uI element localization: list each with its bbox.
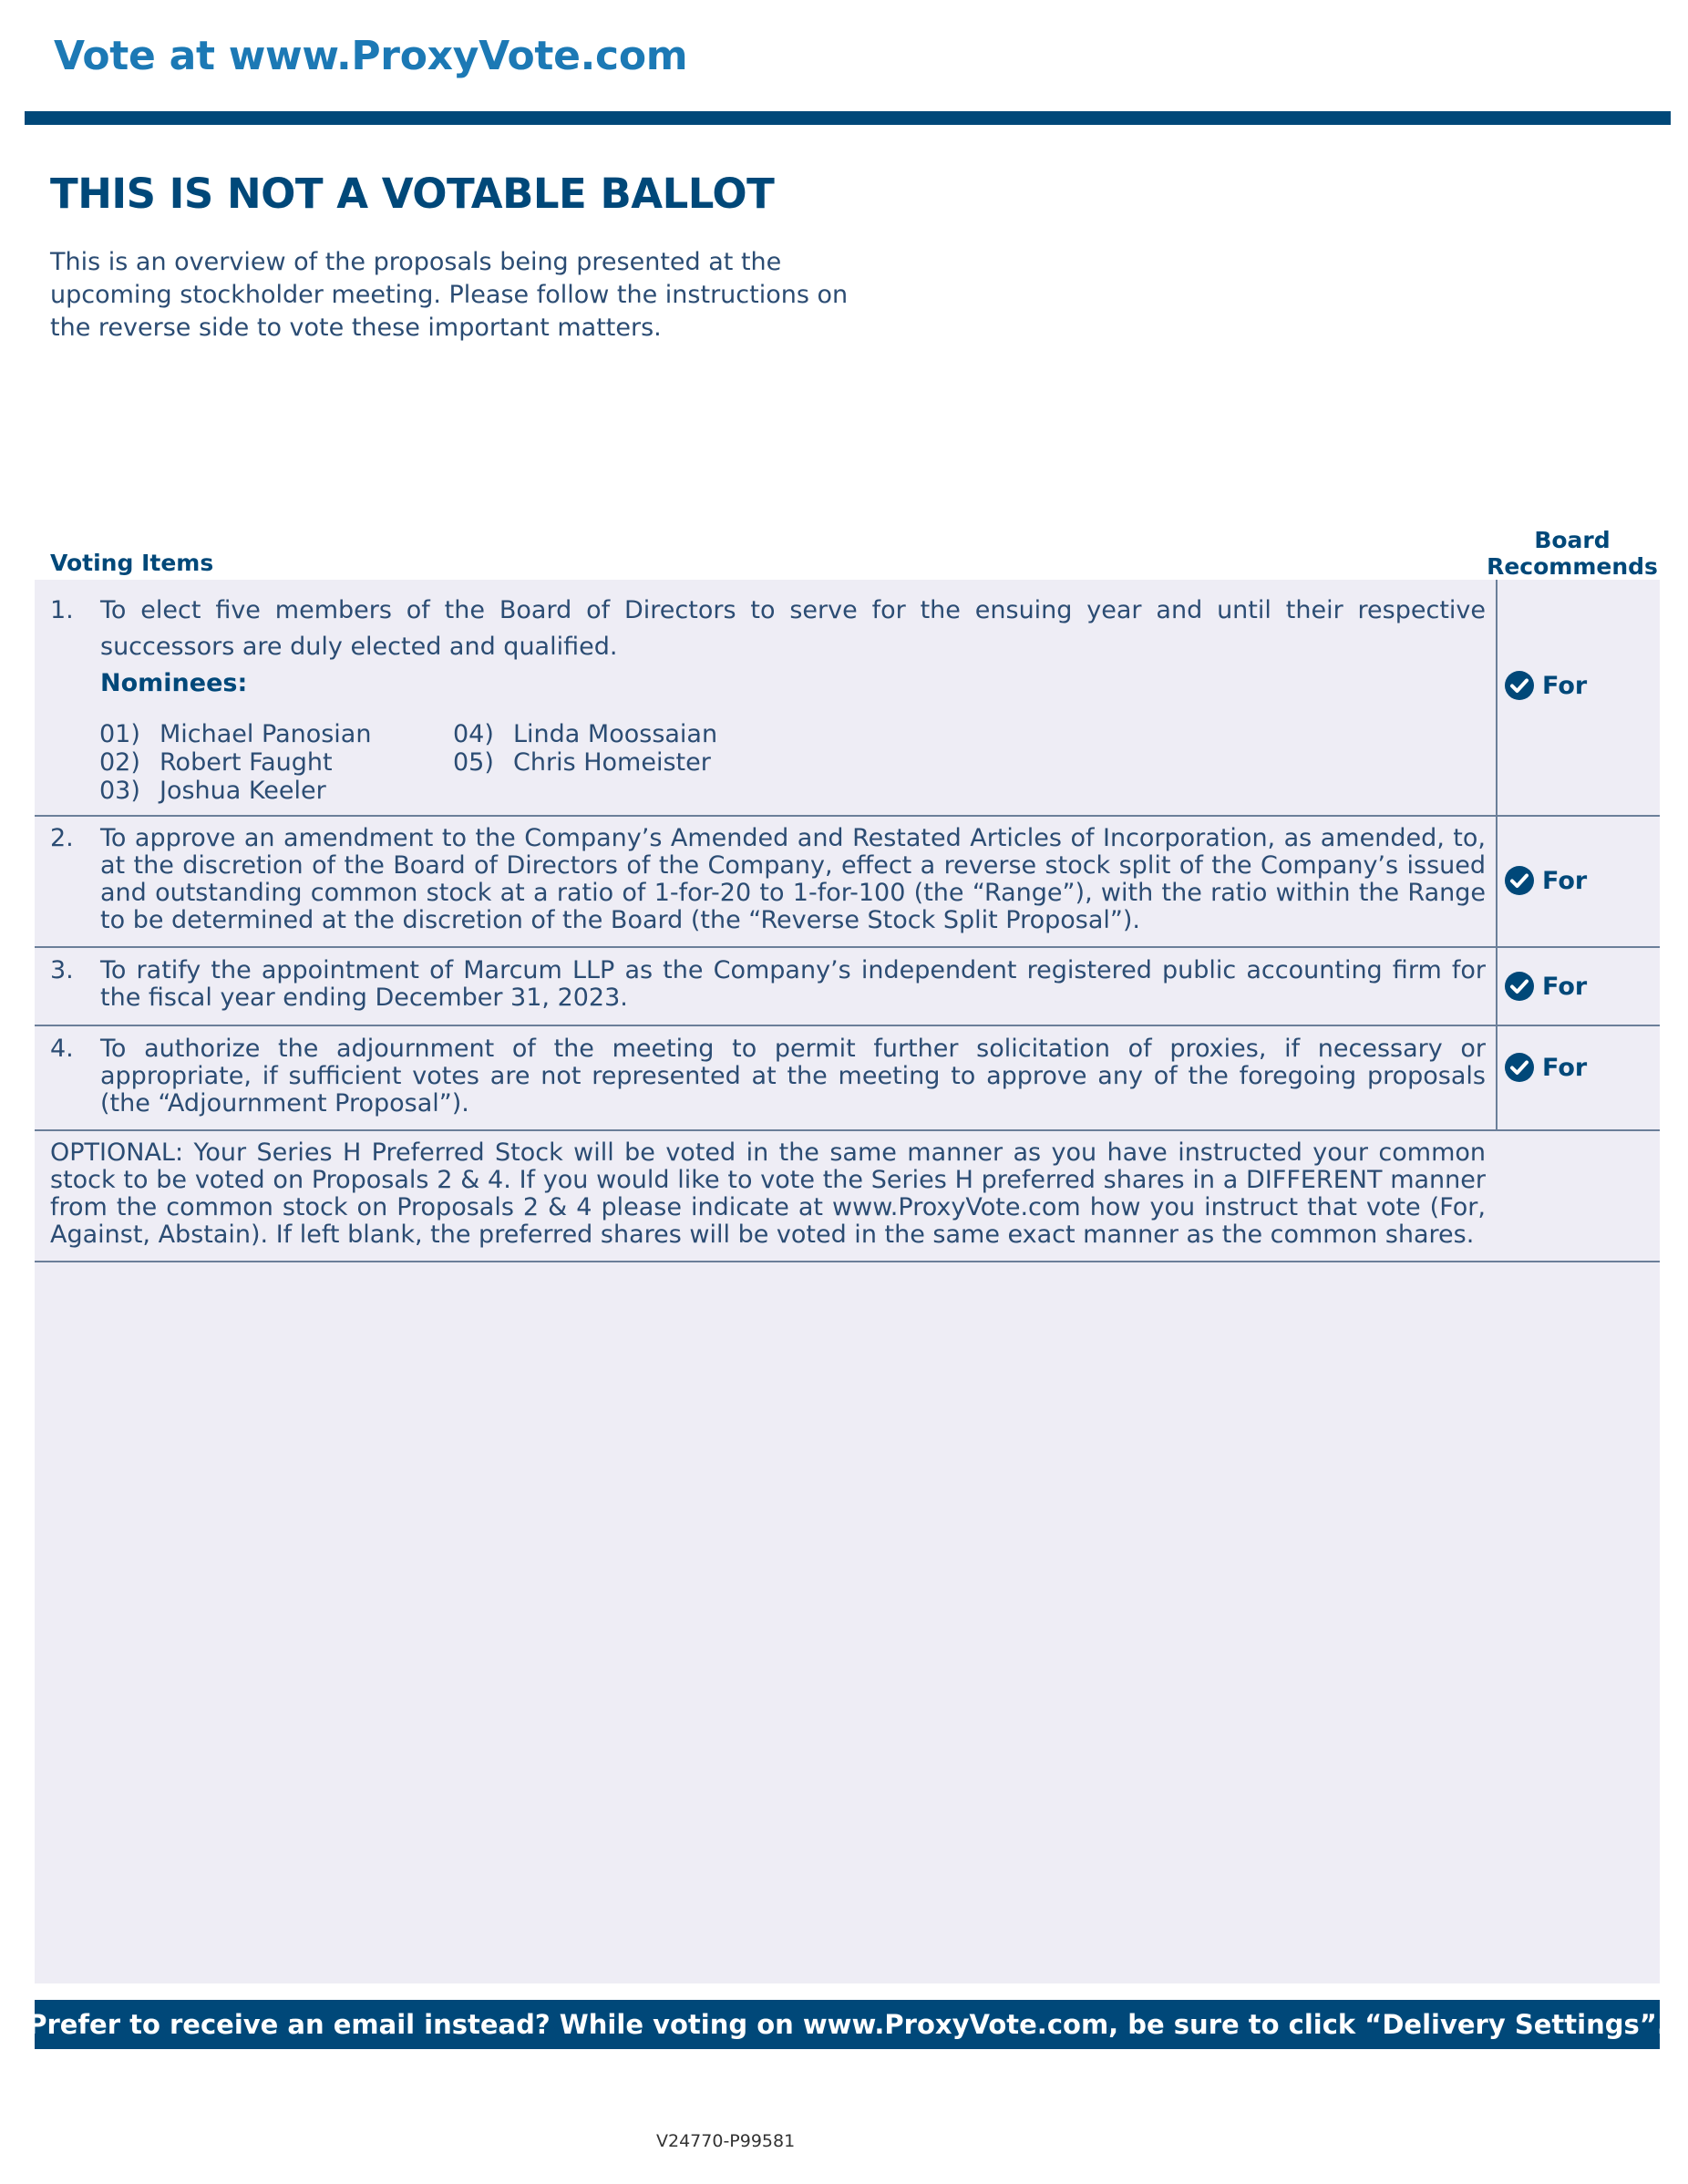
nominee-name: Robert Faught xyxy=(160,748,333,777)
row-divider xyxy=(35,1261,1660,1262)
check-circle-icon xyxy=(1504,670,1535,701)
email-delivery-banner: Prefer to receive an email instead? While voting on www.ProxyVote.com, be sure to click “Delivery Settings”. xyxy=(35,2000,1660,2049)
nominee-number: 03) xyxy=(99,777,140,805)
check-circle-icon xyxy=(1504,1052,1535,1083)
item-1-text: To elect five members of the Board of Directors to serve for the ensuing year and until their respective successors are duly elected and qualified. xyxy=(100,596,1486,661)
item-number: 2. xyxy=(50,824,74,852)
check-circle-icon xyxy=(1504,865,1535,896)
row-divider xyxy=(35,1025,1660,1026)
recommendation-for xyxy=(1504,862,1587,899)
nominee-item xyxy=(453,749,711,777)
item-number: 3. xyxy=(50,956,74,984)
optional-note: OPTIONAL: Your Series H Preferred Stock will be voted in the same manner as you have instructed your common stock to be voted on Proposals 2 & 4. If you would like to vote the Series H preferred shares in a DIFFERENT manner from the common stock on Proposals 2 & 4 please indicate at www.ProxyVote.com how you instruct that vote (For, Against, Abstain). If left blank, the preferred shares will be voted in the same exact manner as the common shares. xyxy=(50,1138,1486,1249)
row-divider xyxy=(35,1129,1660,1131)
document-code: V24770-P99581 xyxy=(656,2131,796,2151)
row-divider xyxy=(35,946,1660,948)
nominee-number: 02) xyxy=(99,748,140,777)
nominees-label: Nominees: xyxy=(100,669,248,697)
board-recommends-header xyxy=(1486,527,1659,580)
nominee-item xyxy=(453,721,717,748)
nominee-item xyxy=(99,749,333,777)
voting-item-4 xyxy=(50,1035,1486,1127)
row-divider xyxy=(35,815,1660,817)
item-number: 4. xyxy=(50,1035,74,1063)
nominee-name: Linda Moossaian xyxy=(513,720,718,748)
recommendation-for xyxy=(1504,968,1587,1004)
item-number: 1. xyxy=(50,596,74,624)
item-text xyxy=(100,592,1486,702)
proxyvote-link[interactable]: Vote at www.ProxyVote.com xyxy=(54,33,688,79)
voting-item-2 xyxy=(50,825,1486,942)
board-header-line2: Recommends xyxy=(1487,553,1658,580)
nominee-number: 01) xyxy=(99,720,140,748)
nominee-number: 04) xyxy=(453,720,494,748)
nominee-name: Joshua Keeler xyxy=(160,777,326,805)
header-rule xyxy=(25,111,1671,125)
voting-item-3 xyxy=(50,957,1486,1021)
nominee-item xyxy=(99,778,326,805)
nominee-number: 05) xyxy=(453,748,494,777)
recommendation-label: For xyxy=(1542,972,1588,1001)
recommendation-for xyxy=(1504,667,1587,704)
intro-text: This is an overview of the proposals being presented at the upcoming stockholder meeting. Please follow the instructions on the reverse side to vote these important matters. xyxy=(50,248,849,342)
column-divider xyxy=(1496,580,1498,1130)
check-circle-icon xyxy=(1504,971,1535,1002)
item-2-text: To approve an amendment to the Company’s Amended and Restated Articles of Incorporation, as amended, to, at the discretion of the Board of Directors of the Company, effect a reverse stock split of the Company’s issued and outstanding common stock at a ratio of 1-for-20 to 1-for-100 (the “Range”), with the ratio within the Range to be determined at the discretion of the Board (the “Reverse Stock Split Proposal”). xyxy=(100,824,1486,934)
nominee-name: Chris Homeister xyxy=(513,748,711,777)
recommendation-label: For xyxy=(1542,1053,1588,1082)
recommendation-label: For xyxy=(1542,866,1588,895)
nominee-item xyxy=(99,721,371,748)
nominee-name: Michael Panosian xyxy=(160,720,372,748)
page-title: THIS IS NOT A VOTABLE BALLOT xyxy=(50,170,775,218)
item-3-text: To ratify the appointment of Marcum LLP as the Company’s independent registered public accounting firm for the fiscal year ending December 31, 2023. xyxy=(100,956,1486,1012)
recommendation-for xyxy=(1504,1049,1587,1086)
voting-items-header: Voting Items xyxy=(50,550,214,576)
item-4-text: To authorize the adjournment of the meeting to permit further solicitation of proxies, if necessary or appropriate, if sufficient votes are not represented at the meeting to approve any of the foregoing proposals (the “Adjournment Proposal”). xyxy=(100,1035,1486,1118)
board-header-line1: Board xyxy=(1534,527,1611,553)
recommendation-label: For xyxy=(1542,671,1588,700)
